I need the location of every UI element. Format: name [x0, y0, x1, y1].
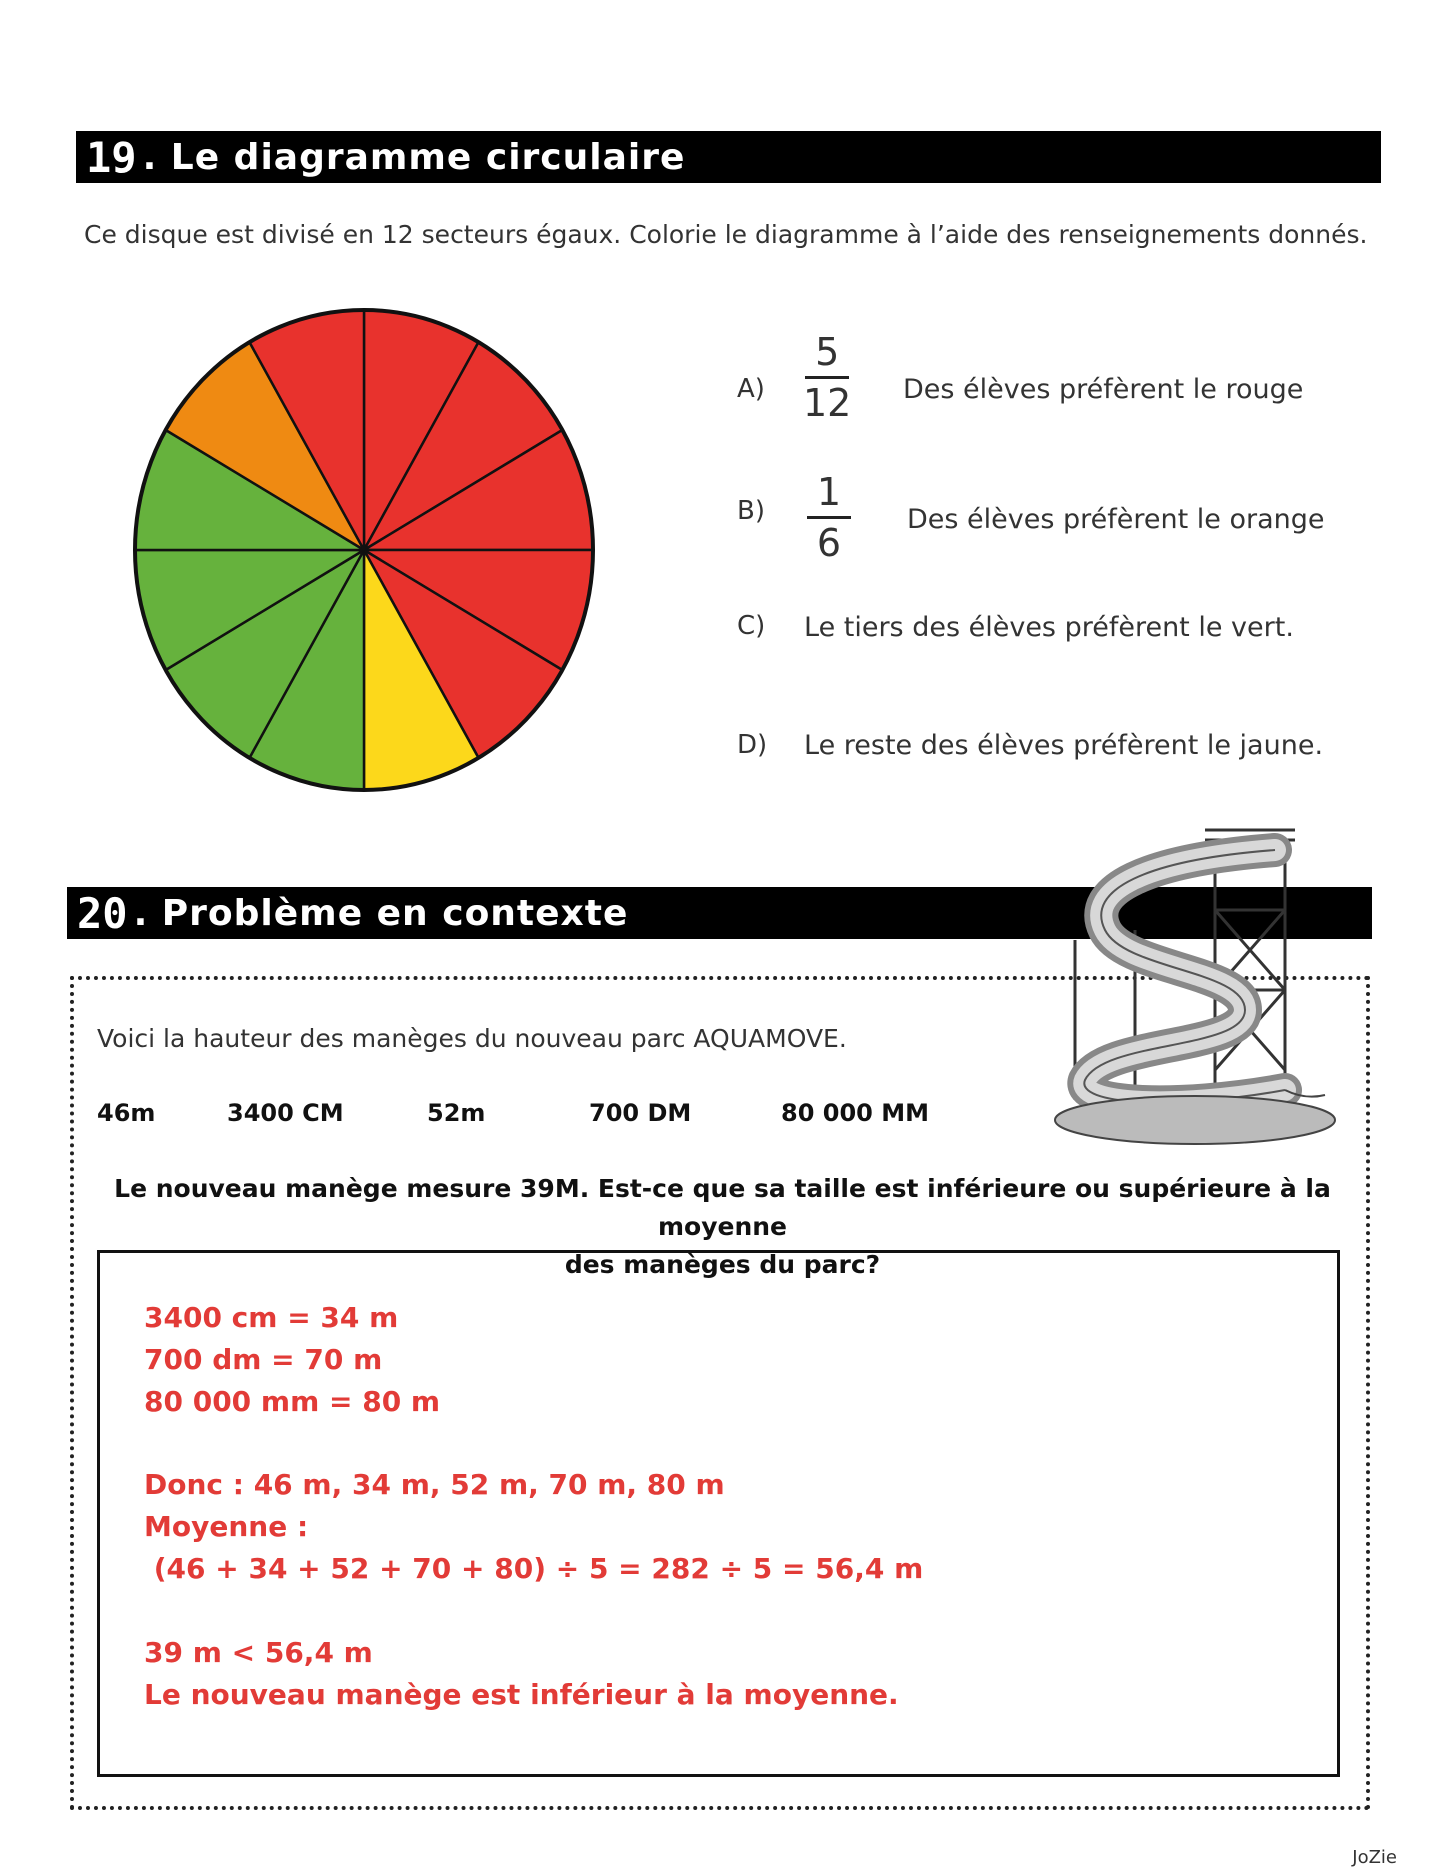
option-d-letter: D) [737, 730, 768, 760]
answer-line: Le nouveau manège est inférieur à la moyenne. [144, 1678, 899, 1711]
option-b-text: Des élèves préfèrent le orange [907, 504, 1325, 535]
answer-line: 80 000 mm = 80 m [144, 1385, 441, 1418]
section-20-title: . Problème en contexte [133, 892, 629, 934]
option-a-denominator: 12 [803, 381, 852, 425]
fraction-bar [807, 516, 851, 519]
option-b-fraction [807, 470, 851, 565]
option-a-text: Des élèves préfèrent le rouge [903, 374, 1304, 405]
section-19-number: 19 [86, 132, 137, 182]
option-a-letter: A) [737, 374, 765, 404]
section-20-number: 20 [77, 888, 128, 938]
answer-line: 39 m < 56,4 m [144, 1636, 373, 1669]
answer-line: (46 + 34 + 52 + 70 + 80) ÷ 5 = 282 ÷ 5 = 56,4 m [144, 1552, 924, 1585]
water-slide-illustration [1045, 820, 1345, 1160]
option-a-fraction [803, 330, 851, 425]
answer-line: 3400 cm = 34 m [144, 1301, 399, 1334]
option-c-text: Le tiers des élèves préfèrent le vert. [804, 612, 1294, 643]
section-19-instruction: Ce disque est divisé en 12 secteurs égaux. Colorie le diagramme à l’aide des renseignements donnés. [84, 220, 1368, 249]
option-b-denominator: 6 [816, 521, 842, 565]
section-20-intro: Voici la hauteur des manèges du nouveau parc AQUAMOVE. [97, 1024, 847, 1053]
section-19-header [76, 131, 1381, 183]
height-value: 80 000 MM [781, 1099, 929, 1127]
height-value: 46m [97, 1099, 156, 1127]
section-19-title: . Le diagramme circulaire [142, 136, 686, 178]
answer-line: Donc : 46 m, 34 m, 52 m, 70 m, 80 m [144, 1468, 725, 1501]
question-line-1: Le nouveau manège mesure 39M. Est-ce que sa taille est inférieure ou supérieure à la moyenne [114, 1174, 1331, 1241]
pie-chart [128, 306, 608, 796]
height-value: 700 DM [589, 1099, 692, 1127]
height-value: 52m [427, 1099, 486, 1127]
answer-line: 700 dm = 70 m [144, 1343, 383, 1376]
option-c-letter: C) [737, 611, 766, 641]
option-b-numerator: 1 [816, 470, 842, 514]
footer-credit: JoZie [1352, 1847, 1397, 1868]
option-b-letter: B) [737, 496, 765, 526]
height-value: 3400 CM [227, 1099, 344, 1127]
question-line-2: des manèges du parc? [564, 1250, 881, 1279]
fraction-bar [805, 376, 849, 379]
answer-line: Moyenne : [144, 1510, 309, 1543]
option-a-numerator: 5 [815, 330, 840, 374]
option-d-text: Le reste des élèves préfèrent le jaune. [804, 730, 1324, 761]
